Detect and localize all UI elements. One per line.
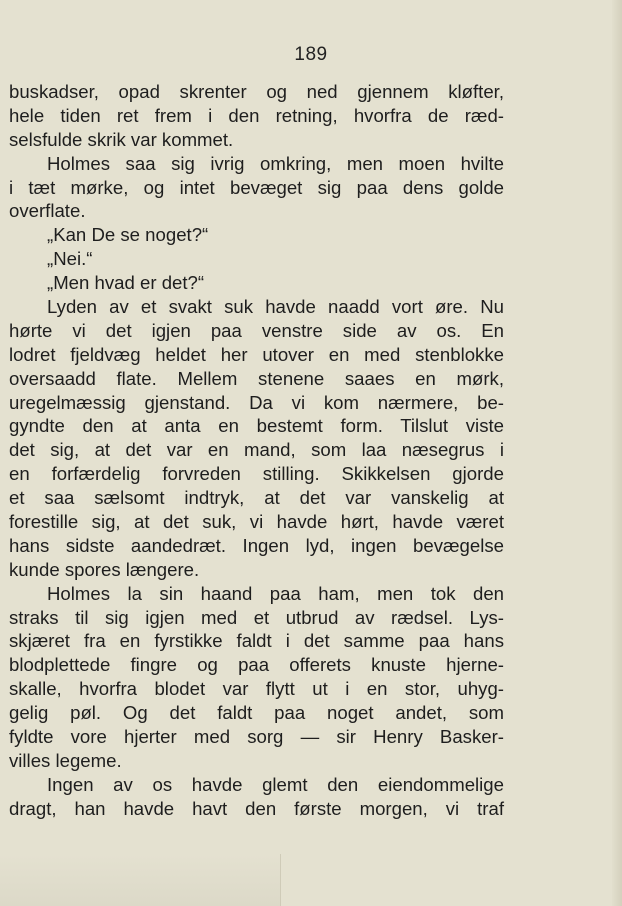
- text-line: straks til sig igjen med et utbrud av rædsel. Lys-: [9, 606, 504, 628]
- text-line: en forfærdelig forvreden stilling. Skikkelsen gjorde: [9, 463, 504, 485]
- text-line: blodplettede fingre og paa offerets knuste hjerne-: [9, 654, 504, 676]
- text-line: skjæret fra en fyrstikke faldt i det samme paa hans: [9, 630, 504, 652]
- text-line: overflate.: [9, 200, 86, 222]
- text-line: fyldte vore hjerter med sorg — sir Henry Basker-: [9, 726, 504, 748]
- text-line: gyndte den at anta en bestemt form. Tilslut viste: [9, 415, 504, 437]
- text-line: Holmes saa sig ivrig omkring, men moen hvilte: [47, 152, 504, 174]
- text-line: i tæt mørke, og intet bevæget sig paa dens golde: [9, 176, 504, 198]
- text-line: Ingen av os havde glemt den eiendommelige: [47, 773, 504, 795]
- text-line: hans sidste aandedræt. Ingen lyd, ingen bevægelse: [9, 534, 504, 556]
- text-line: Lyden av et svakt suk havde naadd vort øre. Nu: [47, 296, 504, 318]
- text-line: uregelmæssig gjenstand. Da vi kom nærmere, be-: [9, 391, 504, 413]
- text-line: „Kan De se noget?“: [47, 224, 209, 246]
- text-line: gelig pøl. Og det faldt paa noget andet, som: [9, 702, 504, 724]
- text-line: hørte vi det igjen paa venstre side av os. En: [9, 319, 504, 341]
- text-line: dragt, han havde havt den første morgen, vi traf: [9, 797, 504, 819]
- text-line: lodret fjeldvæg heldet her utover en med stenblokke: [9, 343, 504, 365]
- text-line: et saa sælsomt indtryk, at det var vanskelig at: [9, 487, 504, 509]
- page-edge: [612, 0, 622, 906]
- text-line: villes legeme.: [9, 749, 122, 771]
- page-corner-shadow: [0, 854, 281, 906]
- text-line: selsfulde skrik var kommet.: [9, 128, 234, 150]
- text-line: oversaadd flate. Mellem stenene saaes en mørk,: [9, 367, 504, 389]
- text-line: buskadser, opad skrenter og ned gjennem kløfter,: [9, 81, 504, 102]
- text-line: hele tiden ret frem i den retning, hvorfra de ræd-: [9, 104, 504, 126]
- body-text: [9, 80, 504, 821]
- text-line: forestille sig, at det suk, vi havde hørt, havde været: [9, 511, 504, 533]
- text-line: det sig, at det var en mand, som laa næsegrus i: [9, 439, 504, 461]
- text-line: kunde spores længere.: [9, 558, 200, 580]
- text-line: skalle, hvorfra blodet var flytt ut i en stor, uhyg-: [9, 678, 504, 700]
- page-number: 189: [294, 44, 328, 65]
- text-line: „Nei.“: [47, 248, 93, 270]
- text-line: Holmes la sin haand paa ham, men tok den: [47, 582, 504, 604]
- text-line: „Men hvad er det?“: [47, 272, 205, 294]
